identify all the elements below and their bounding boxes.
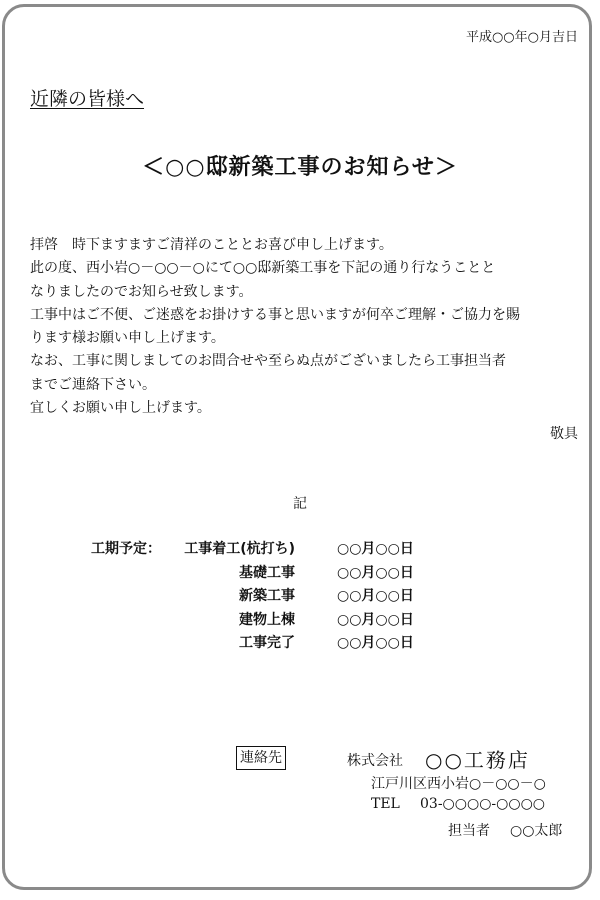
- body-line: なりましたのでお知らせ致します。: [30, 283, 253, 300]
- body-line: なお、工事に関しましてのお問合せや至らぬ点がございましたら工事担当者: [30, 353, 506, 370]
- notice-title: ＜○○邸新築工事のお知らせ＞: [142, 154, 458, 180]
- body-line: までご連絡下さい。: [30, 376, 156, 393]
- contact-label-box: 連絡先: [236, 746, 286, 770]
- person-in-charge-name: ○○太郎: [510, 823, 563, 839]
- body-line: 此の度、西小岩○－○○－○にて○○邸新築工事を下記の通り行なうことと: [30, 260, 496, 277]
- schedule-item-date: ○○月○○日: [337, 564, 414, 581]
- schedule-item-date: ○○月○○日: [337, 541, 414, 557]
- schedule-item-label: 工事完了: [239, 635, 295, 651]
- company-type-label: 株式会社: [347, 753, 403, 769]
- schedule-item-label: 建物上棟: [239, 611, 295, 628]
- schedule-row: [0, 562, 600, 586]
- schedule-row: [0, 632, 600, 656]
- schedule-table: [0, 538, 600, 656]
- company-name: ○○工務店: [425, 748, 530, 772]
- person-in-charge-label: 担当者: [448, 823, 490, 839]
- schedule-row: [0, 585, 600, 609]
- tel-label: TEL: [371, 796, 400, 812]
- notice-date: 平成○○年○月吉日: [465, 30, 578, 45]
- schedule-row: [0, 609, 600, 633]
- schedule-item-label: 工事着工(杭打ち): [184, 541, 295, 557]
- body-text: [30, 234, 580, 420]
- schedule-item-label: 基礎工事: [239, 564, 295, 581]
- body-line: ります様お願い申し上げます。: [30, 330, 225, 347]
- schedule-item-date: ○○月○○日: [337, 588, 414, 604]
- schedule-item-date: ○○月○○日: [337, 611, 414, 628]
- company-address: 江戸川区西小岩○－○○－○: [371, 776, 546, 792]
- body-line: 宜しくお願い申し上げます。: [30, 400, 211, 417]
- schedule-prefix: 工期予定：: [91, 541, 161, 557]
- schedule-item-label: 新築工事: [239, 588, 295, 604]
- schedule-row: [0, 538, 600, 562]
- ki-heading: 記: [293, 496, 307, 512]
- tel-number: 03-○○○○-○○○○: [420, 796, 546, 812]
- schedule-item-date: ○○月○○日: [337, 635, 414, 651]
- closing-word: 敬具: [550, 426, 578, 442]
- body-line: 工事中はご不便、ご迷惑をお掛けする事と思いますが何卒ご理解・ご協力を賜: [30, 306, 520, 323]
- addressee: 近隣の皆様へ: [30, 88, 145, 110]
- body-line: 拝啓 時下ますますご清祥のこととお喜び申し上げます。: [30, 237, 393, 253]
